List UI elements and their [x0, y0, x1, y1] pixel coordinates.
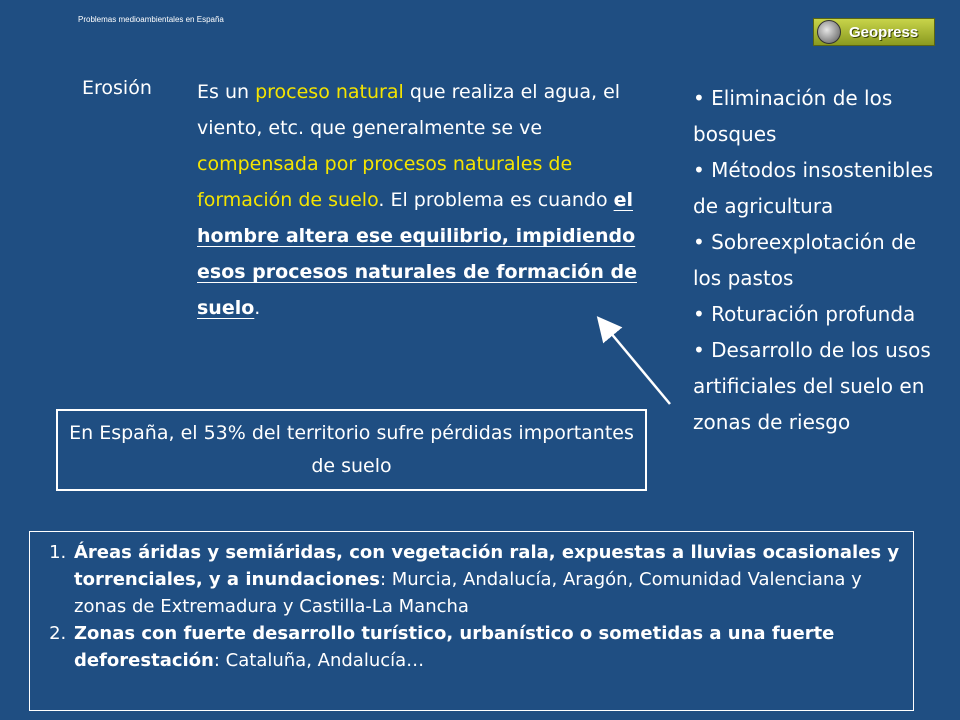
cause-item: • Roturación profunda — [693, 296, 943, 332]
risk-area-title: Áreas áridas y semiáridas, con vegetación rala, expuestas a lluvias ocasionales y torrenciales, y a inundaciones — [74, 542, 900, 590]
cause-item: • Métodos insostenibles de agricultura — [693, 152, 943, 224]
cause-item: • Eliminación de los bosques — [693, 80, 943, 152]
risk-area-regions: : Cataluña, Andalucía… — [213, 650, 425, 671]
risk-area-regions: : Murcia, Andalucía, Aragón, Comunidad Valenciana y zonas de Extremadura y Castilla-La Mancha — [74, 569, 862, 617]
causes-list — [693, 80, 943, 440]
header-title: Problemas medioambientales en España — [78, 15, 224, 24]
cause-item: • Desarrollo de los usos artificiales del suelo en zonas de riesgo — [693, 332, 943, 440]
definition-text: . — [254, 297, 261, 319]
erosion-definition — [197, 74, 637, 326]
erosion-label: Erosión — [82, 77, 152, 99]
risk-area-item — [72, 620, 905, 674]
risk-areas-box — [29, 531, 914, 711]
definition-highlight: proceso natural — [255, 81, 404, 103]
definition-text: que realiza el agua, el viento, etc. que generalmente se ve — [197, 81, 621, 139]
risk-area-item — [72, 539, 905, 620]
definition-highlight: compensada por procesos naturales de formación de suelo — [197, 153, 573, 211]
cause-item: • Sobreexplotación de los pastos — [693, 224, 943, 296]
geopress-logo — [813, 18, 935, 46]
definition-emphasis: el hombre altera ese equilibrio, impidiendo esos procesos naturales de formación de suelo — [197, 189, 637, 319]
risk-area-title: Zonas con fuerte desarrollo turístico, urbanístico o sometidas a una fuerte deforestación — [74, 623, 835, 671]
statistic-box — [56, 409, 647, 491]
statistic-text: En España, el 53% del territorio sufre pérdidas importantes de suelo — [69, 422, 634, 477]
definition-text: . El problema es cuando — [378, 189, 614, 211]
globe-icon — [817, 20, 841, 44]
risk-areas-list — [38, 539, 905, 674]
definition-text: Es un — [197, 81, 256, 103]
logo-text: Geopress — [849, 23, 919, 41]
